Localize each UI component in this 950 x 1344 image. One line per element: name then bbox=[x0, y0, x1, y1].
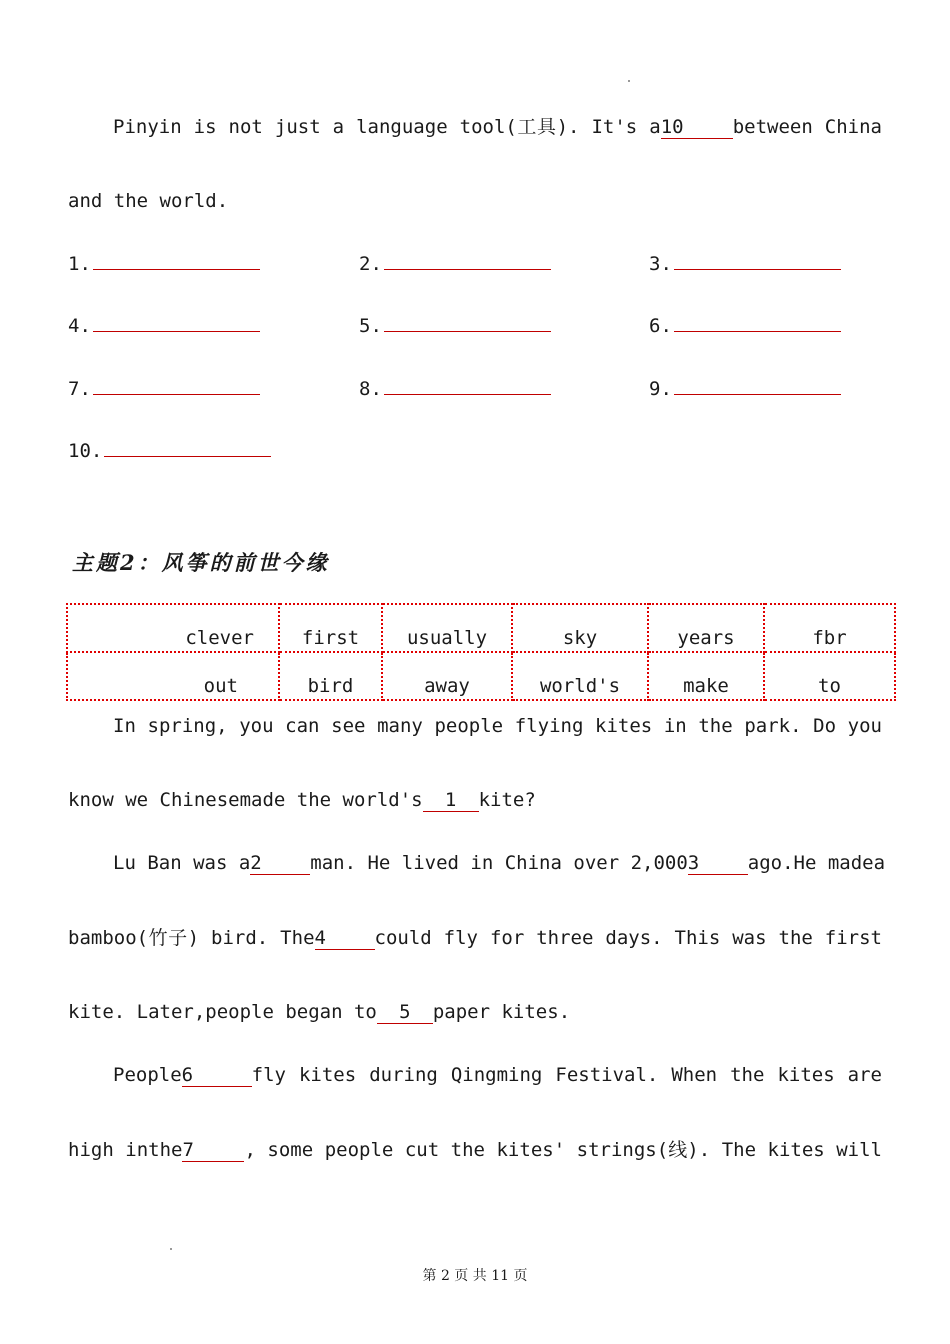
passage2-p2-line3 bbox=[68, 999, 882, 1025]
decorative-dot bbox=[170, 1248, 172, 1250]
text: Pinyin is not just a language tool(工具). It's a bbox=[113, 116, 661, 138]
word-cell: away bbox=[382, 652, 512, 700]
word-bank-table bbox=[66, 603, 896, 701]
answer-label: 9. bbox=[649, 378, 672, 400]
passage2-p3-line1 bbox=[113, 1062, 882, 1088]
answer-rule[interactable] bbox=[93, 251, 260, 270]
answer-line-6[interactable] bbox=[649, 313, 841, 339]
text: , some people cut the kites' strings(线). The kites will bbox=[244, 1139, 882, 1161]
text: high inthe bbox=[68, 1139, 183, 1161]
blank-4: 4 bbox=[315, 927, 375, 950]
text: man. He lived in China over 2,000 bbox=[310, 852, 688, 874]
passage1-line2: and the world. bbox=[68, 190, 229, 212]
word-cell: bird bbox=[279, 652, 382, 700]
answer-line-8[interactable] bbox=[359, 376, 551, 402]
blank-2: 2 bbox=[250, 852, 310, 875]
text: ago.He madea bbox=[747, 852, 886, 874]
page-footer: 第 2 页 共 11 页 bbox=[422, 1268, 528, 1284]
blank-3: 3 bbox=[688, 852, 748, 875]
word-cell: fbr bbox=[764, 604, 895, 652]
answer-label: 3. bbox=[649, 253, 672, 275]
answer-rule[interactable] bbox=[674, 251, 841, 270]
word-cell: usually bbox=[382, 604, 512, 652]
passage2-p2-line1 bbox=[113, 850, 886, 876]
blank-10: 10 bbox=[661, 116, 733, 139]
answer-rule[interactable] bbox=[674, 313, 841, 332]
passage2-p1-line1: In spring, you can see many people flying kites in the park. Do you bbox=[113, 715, 882, 737]
text: fly kites during Qingming Festival. When the kites are bbox=[251, 1064, 882, 1086]
answer-line-7[interactable] bbox=[68, 376, 260, 402]
answer-rule[interactable] bbox=[93, 376, 260, 395]
answer-rule[interactable] bbox=[104, 438, 271, 457]
word-cell: out bbox=[67, 652, 279, 700]
blank-7: 7 bbox=[182, 1139, 244, 1162]
section-heading: 主题2：风筝的前世今缘 bbox=[72, 550, 330, 575]
blank-1: 1 bbox=[423, 789, 479, 812]
word-bank-row bbox=[67, 652, 895, 700]
answer-line-2[interactable] bbox=[359, 251, 551, 277]
text: bamboo(竹子) bird. The bbox=[68, 927, 315, 949]
answer-rule[interactable] bbox=[674, 376, 841, 395]
answer-line-3[interactable] bbox=[649, 251, 841, 277]
answer-line-9[interactable] bbox=[649, 376, 841, 402]
answer-label: 4. bbox=[68, 315, 91, 337]
word-bank-row bbox=[67, 604, 895, 652]
text: could fly for three days. This was the first bbox=[374, 927, 882, 949]
passage2-p3-line2 bbox=[68, 1137, 882, 1163]
word-cell: clever bbox=[67, 604, 279, 652]
answer-label: 8. bbox=[359, 378, 382, 400]
text: know we Chinesemade the world's bbox=[68, 789, 423, 811]
decorative-dot bbox=[628, 80, 630, 82]
answer-rule[interactable] bbox=[384, 313, 551, 332]
text: kite? bbox=[478, 789, 536, 811]
answer-label: 6. bbox=[649, 315, 672, 337]
word-cell: to bbox=[764, 652, 895, 700]
answer-rule[interactable] bbox=[384, 251, 551, 270]
text: People bbox=[113, 1064, 182, 1086]
answer-rule[interactable] bbox=[93, 313, 260, 332]
word-cell: first bbox=[279, 604, 382, 652]
answer-label: 7. bbox=[68, 378, 91, 400]
text: paper kites. bbox=[432, 1001, 571, 1023]
passage1-line1 bbox=[113, 114, 882, 140]
passage2-p1-line2 bbox=[68, 787, 882, 813]
answer-line-5[interactable] bbox=[359, 313, 551, 339]
passage2-p2-line2 bbox=[68, 925, 882, 951]
text: kite. Later,people began to bbox=[68, 1001, 377, 1023]
answer-label: 2. bbox=[359, 253, 382, 275]
word-cell: make bbox=[648, 652, 764, 700]
text: between China bbox=[732, 116, 882, 138]
answer-label: 1. bbox=[68, 253, 91, 275]
word-cell: sky bbox=[512, 604, 648, 652]
text: Lu Ban was a bbox=[113, 852, 251, 874]
blank-6: 6 bbox=[182, 1064, 252, 1087]
answer-label: 5. bbox=[359, 315, 382, 337]
answer-line-10[interactable] bbox=[68, 438, 271, 464]
word-cell: years bbox=[648, 604, 764, 652]
word-cell: world's bbox=[512, 652, 648, 700]
answer-line-1[interactable] bbox=[68, 251, 260, 277]
answer-line-4[interactable] bbox=[68, 313, 260, 339]
answer-rule[interactable] bbox=[384, 376, 551, 395]
answer-label: 10. bbox=[68, 440, 103, 462]
blank-5: 5 bbox=[377, 1001, 433, 1024]
